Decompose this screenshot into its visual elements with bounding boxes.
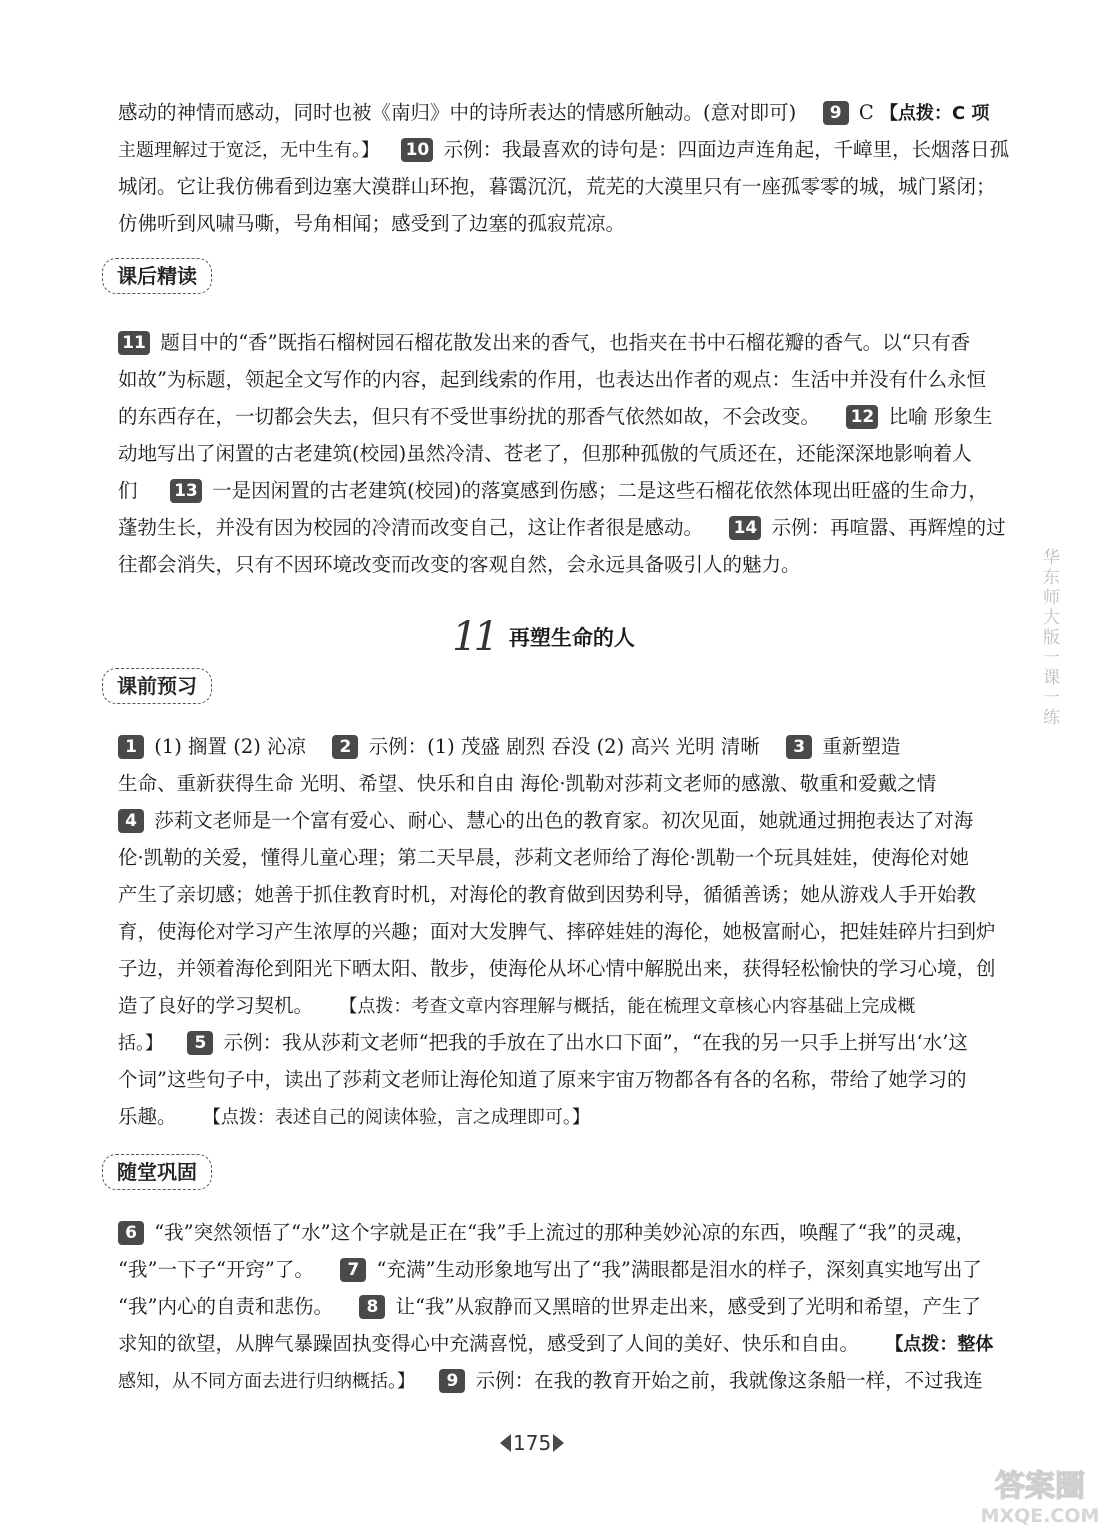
text-line	[118, 728, 980, 765]
question-number-9: 9	[439, 1369, 465, 1393]
text-line	[118, 1362, 983, 1399]
text-line	[118, 472, 988, 509]
question-number-9: 9	[823, 101, 849, 125]
answer-text: 示例：(1) 茂盛 剧烈 吞没 (2) 高兴 光明 清晰	[368, 735, 760, 758]
section-tag-jingdu: 课后精读	[102, 258, 212, 294]
text-line	[118, 1325, 994, 1362]
tip-text: 【点拨：C 项	[879, 103, 990, 124]
answer-text: 感动的神情而感动，同时也被《南归》中的诗所表达的情感所触动。(意对即可)	[118, 101, 797, 124]
answer-text: 重新塑造	[822, 735, 901, 758]
page-number	[500, 1428, 564, 1458]
text-line: 城闭。它让我仿佛看到边塞大漠群山环抱，暮霭沉沉，荒芜的大漠里只有一座孤零零的城，城门紧闭；	[118, 175, 996, 198]
text-line	[118, 94, 990, 131]
question-number-11: 11	[118, 331, 150, 355]
answer-text: 蓬勃生长，并没有因为校园的冷清而改变自己，这让作者很是感动。	[118, 516, 704, 539]
tip-text: 【点拨：考查文章内容理解与概括，能在梳理文章核心内容基础上完成概	[339, 996, 916, 1017]
section-tag-gonggu: 随堂巩固	[102, 1154, 212, 1190]
text-line: 产生了亲切感；她善于抓住教育时机，对海伦的教育做到因势利导，循循善诱；她从游戏人手开始教	[118, 883, 977, 906]
text-line: 子边，并领着海伦到阳光下晒太阳、散步，使海伦从坏心情中解脱出来，获得轻松愉快的学习心境，创	[118, 957, 996, 980]
text-line	[118, 1251, 980, 1288]
answer-text: 的东西存在，一切都会失去，但只有不受世事纷扰的那香气依然如故，不会改变。	[118, 405, 821, 428]
text-line	[118, 1098, 980, 1135]
text-line	[118, 509, 1006, 546]
answer-text: (1) 搁置 (2) 沁凉	[154, 735, 307, 758]
answer-text: 求知的欲望，从脾气暴躁固执变得心中充满喜悦，感受到了人间的美好、快乐和自由。	[118, 1332, 860, 1355]
text-line: 往都会消失，只有不因环境改变而改变的客观自然，会永远具备吸引人的魅力。	[118, 553, 801, 576]
text-line	[118, 802, 980, 839]
lesson-name: 再塑生命的人	[508, 626, 635, 650]
text-line	[118, 1288, 980, 1325]
watermark-logo	[970, 1462, 1110, 1528]
answer-text: “我”一下子“开窍”了。	[118, 1258, 314, 1281]
answer-block-previous	[118, 94, 1010, 242]
answer-text: 造了良好的学习契机。	[118, 994, 314, 1017]
watermark-text-1: 答案圈	[995, 1469, 1085, 1504]
question-number-12: 12	[846, 405, 878, 429]
answer-text: 让“我”从寂静而又黑暗的世界走出来，感受到了光明和希望，产生了	[395, 1295, 982, 1318]
text-line	[118, 1024, 980, 1061]
answer-text: 题目中的“香”既指石榴树园石榴花散发出来的香气，也指夹在书中石榴花瓣的香气。以“只有香	[160, 331, 971, 354]
tip-text: 【点拨：表述自己的阅读体验，言之成理即可。】	[202, 1107, 590, 1128]
text-line	[118, 398, 993, 435]
question-number-3: 3	[786, 735, 812, 759]
answer-text: 示例：我从莎莉文老师“把我的手放在了出水口下面”，“在我的另一只手上拼写出‘水’这	[223, 1031, 968, 1054]
answer-text: 示例：再喧嚣、再辉煌的过	[771, 516, 1006, 539]
tip-text: 【点拨：整体	[885, 1334, 994, 1355]
question-number-6: 6	[118, 1221, 144, 1245]
answer-block-yuxi	[118, 728, 996, 1135]
arrow-right-icon	[553, 1434, 564, 1452]
answer-text: “充满”生动形象地写出了“我”满眼都是泪水的样子，深刻真实地写出了	[376, 1258, 982, 1281]
text-line	[118, 1214, 980, 1251]
side-strip-text: 华东师大版一课一练	[1039, 548, 1059, 728]
answer-text: 示例：我最喜欢的诗句是：四面边声连角起，千嶂里，长烟落日孤	[443, 138, 1010, 161]
text-line	[118, 324, 980, 361]
answer-block-jingdu	[118, 324, 1006, 583]
question-number-7: 7	[340, 1258, 366, 1282]
answer-block-gonggu	[118, 1214, 994, 1399]
tip-text: 主题理解过于宽泛，无中生有。】	[118, 140, 379, 161]
answer-text: 乐趣。	[118, 1105, 177, 1128]
lesson-title	[452, 612, 635, 662]
answer-text: 莎莉文老师是一个富有爱心、耐心、慧心的出色的教育家。初次见面，她就通过拥抱表达了对海	[154, 809, 974, 832]
question-number-8: 8	[359, 1295, 385, 1319]
answer-text: 们	[118, 479, 138, 502]
text-line: 动地写出了闲置的古老建筑(校园)虽然冷清、苍老了，但那种孤傲的气质还在，还能深深地影响着人	[118, 442, 972, 465]
text-line: 个词”这些句子中，读出了莎莉文老师让海伦知道了原来宇宙万物都各有各的名称，带给了她学习的	[118, 1068, 967, 1091]
question-number-5: 5	[187, 1031, 213, 1055]
answer-text: 比喻 形象生	[888, 405, 993, 428]
question-number-10: 10	[401, 138, 433, 162]
text-line	[118, 131, 1010, 168]
text-line: 育，使海伦对学习产生浓厚的兴趣；面对大发脾气、摔碎娃娃的海伦，她极富耐心，把娃娃碎片扫到炉	[118, 920, 996, 943]
answer-text: 示例：在我的教育开始之前，我就像这条船一样，不过我连	[475, 1369, 983, 1392]
question-number-1: 1	[118, 735, 144, 759]
text-line	[118, 987, 980, 1024]
text-line: 如故”为标题，领起全文写作的内容，起到线索的作用，也表达出作者的观点：生活中并没有什么永恒	[118, 368, 986, 391]
page-number-text: 175	[513, 1431, 552, 1455]
question-number-4: 4	[118, 809, 144, 833]
answer-text: 一是因闲置的古老建筑(校园)的落寞感到伤感；二是这些石榴花依然体现出旺盛的生命力，	[212, 479, 988, 502]
text-line: 伦·凯勒的关爱，懂得儿童心理；第二天早晨，莎莉文老师给了海伦·凯勒一个玩具娃娃，使海伦对她	[118, 846, 969, 869]
text-line: 仿佛听到风啸马嘶，号角相闻；感受到了边塞的孤寂荒凉。	[118, 212, 626, 235]
question-number-13: 13	[170, 479, 202, 503]
tip-text: 感知，从不同方面去进行归纳概括。】	[118, 1371, 415, 1392]
answer-text: “我”内心的自责和悲伤。	[118, 1295, 333, 1318]
tip-text: 括。】	[118, 1033, 163, 1054]
answer-text: C	[858, 101, 874, 124]
section-tag-yuxi: 课前预习	[102, 668, 212, 704]
lesson-number: 11	[452, 614, 495, 660]
question-number-2: 2	[332, 735, 358, 759]
answer-text: “我”突然领悟了“水”这个字就是正在“我”手上流过的那种美妙沁凉的东西，唤醒了“我”的灵魂，	[154, 1221, 975, 1244]
text-line: 生命、重新获得生命 光明、希望、快乐和自由 海伦·凯勒对莎莉文老师的感激、敬重和爱戴之情	[118, 772, 937, 795]
arrow-left-icon	[500, 1434, 511, 1452]
question-number-14: 14	[729, 516, 761, 540]
watermark-text-2: MXQE.COM	[980, 1505, 1100, 1527]
